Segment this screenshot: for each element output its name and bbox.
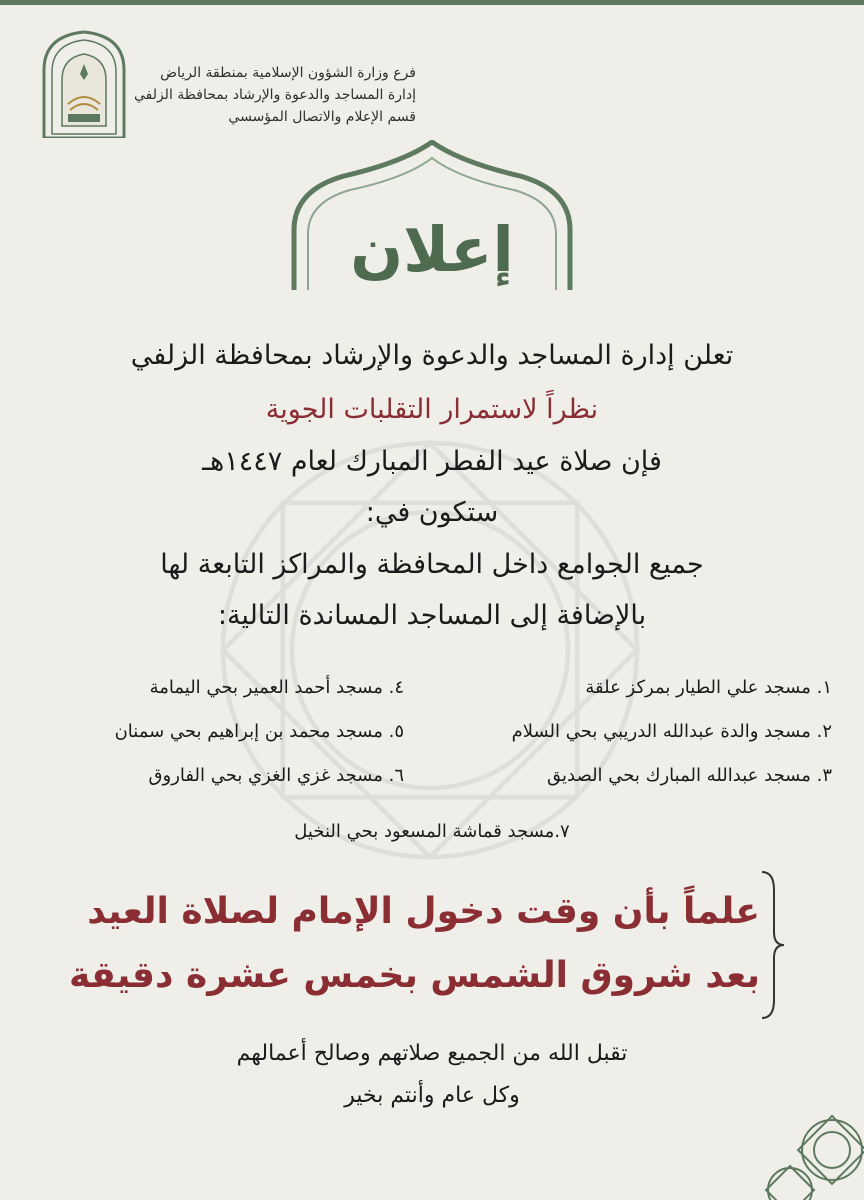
mosque-item-2: ٢. مسجد والدة عبدالله الدريبي بحي السلام <box>511 721 832 742</box>
notice-line-2: بعد شروق الشمس بخمس عشرة دقيقة <box>68 955 760 996</box>
mosque-item-4: ٤. مسجد أحمد العمير بحي اليمامة <box>149 677 404 698</box>
body-line-5: جميع الجوامع داخل المحافظة والمراكز التابعة لها <box>160 549 704 580</box>
background-pattern <box>200 420 660 880</box>
announcement-title: إعلان <box>350 213 514 286</box>
mosque-item-7: ٧.مسجد قماشة المسعود بحي النخيل <box>294 821 570 842</box>
notice-bracket <box>758 870 786 1020</box>
corner-pattern <box>760 1080 864 1200</box>
top-accent-bar <box>0 0 864 5</box>
notice-line-1: علماً بأن وقت دخول الإمام لصلاة العيد <box>87 891 760 932</box>
body-line-1: تعلن إدارة المساجد والدعوة والإرشاد بمحافظة الزلفي <box>130 340 734 371</box>
body-line-2: نظراً لاستمرار التقلبات الجوية <box>265 394 599 425</box>
closing-line-2: وكل عام وأنتم بخير <box>344 1083 520 1108</box>
header-line-3: قسم الإعلام والاتصال المؤسسي <box>228 109 416 125</box>
header-line-2: إدارة المساجد والدعوة والإرشاد بمحافظة الزلفي <box>133 87 416 103</box>
closing-line-1: تقبل الله من الجميع صلاتهم وصالح أعمالهم <box>236 1041 628 1066</box>
header-line-1: فرع وزارة الشؤون الإسلامية بمنطقة الرياض <box>160 65 416 81</box>
body-line-4: ستكون في: <box>365 497 499 528</box>
mosque-item-1: ١. مسجد علي الطيار بمركز علقة <box>585 677 832 698</box>
body-line-6: بالإضافة إلى المساجد المساندة التالية: <box>217 600 647 631</box>
body-line-3: فإن صلاة عيد الفطر المبارك لعام ١٤٤٧هـ <box>202 446 662 477</box>
mosque-item-6: ٦. مسجد غزي الغزي بحي الفاروق <box>148 765 404 786</box>
mosque-item-5: ٥. مسجد محمد بن إبراهيم بحي سمنان <box>114 721 404 742</box>
ministry-header <box>116 62 416 128</box>
mosque-item-3: ٣. مسجد عبدالله المبارك بحي الصديق <box>546 765 832 786</box>
